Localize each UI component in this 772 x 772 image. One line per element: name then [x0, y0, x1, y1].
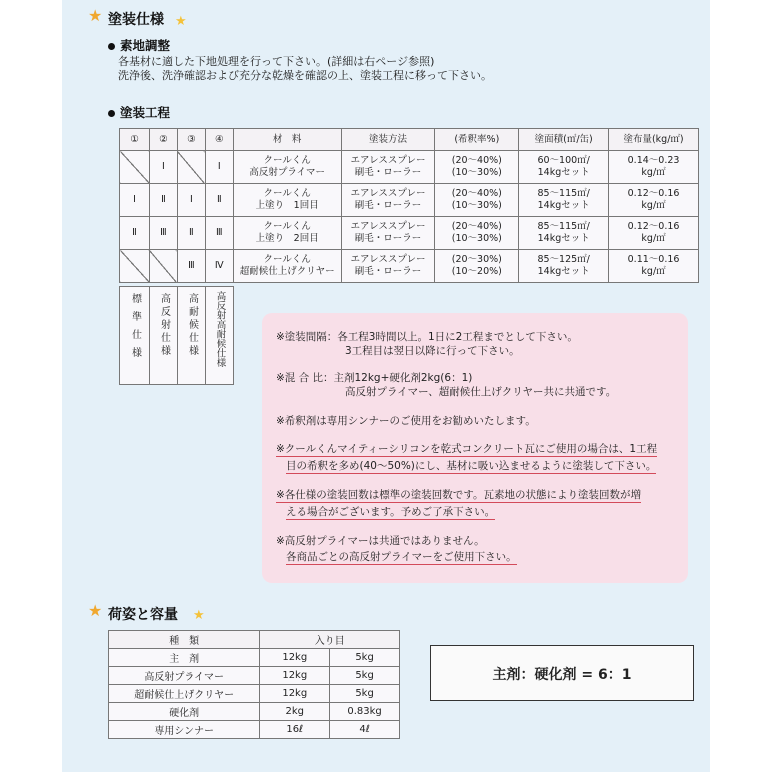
product-name: 硬化剤 [109, 703, 260, 721]
step-cell: Ⅰ [120, 184, 150, 217]
col-header: 入り目 [260, 631, 400, 649]
table-row [120, 250, 699, 283]
step-cell: Ⅱ [177, 217, 205, 250]
product-name: 専用シンナー [109, 721, 260, 739]
col-header: 種 類 [109, 631, 260, 649]
quantity-cell: 16ℓ [260, 721, 330, 739]
empty-cell [149, 250, 177, 283]
quantity-cell: 4ℓ [330, 721, 400, 739]
col-header: 材 料 [233, 129, 341, 151]
table-row [109, 649, 400, 667]
substrate-line-1: 各基材に適した下地処理を行って下さい。(詳細は右ページ参照) [118, 55, 435, 68]
note-interval-2: 3工程目は翌日以降に行って下さい。 [345, 345, 520, 357]
note-tile-1: ※クールくんマイティーシリコンを乾式コンクリート瓦にご使用の場合は、1工程 [276, 443, 658, 455]
star-icon: ★ [193, 608, 205, 623]
spec-name-reflective-weather: 高反射高耐候仕様 [205, 286, 234, 385]
step-cell: Ⅱ [205, 184, 233, 217]
note-count-1: ※各仕様の塗装回数は標準の塗装回数です。瓦素地の状態により塗装回数が増 [276, 489, 641, 501]
material-cell: クールくん 上塗り 1回目 [233, 184, 341, 217]
note-primer-2: 各商品ごとの高反射プライマーをご使用下さい。 [286, 551, 517, 563]
bullet-icon [108, 43, 115, 50]
step-cell: Ⅲ [177, 250, 205, 283]
product-name: 主 剤 [109, 649, 260, 667]
area-cell: 85〜115㎡/ 14kgセット [519, 217, 609, 250]
notes-box [262, 313, 688, 583]
table-row [109, 685, 400, 703]
step-cell: Ⅲ [205, 217, 233, 250]
empty-cell [120, 151, 150, 184]
amount-cell: 0.11〜0.16 kg/㎡ [609, 250, 699, 283]
spec-name-weather: 高耐候仕様 [177, 286, 206, 385]
col-header: (希釈率%) [435, 129, 519, 151]
method-cell: エアレススプレー 刷毛・ローラー [341, 250, 435, 283]
note-thinner: ※希釈剤は専用シンナーのご使用をお勧めいたします。 [276, 415, 536, 427]
section-title-package: 荷姿と容量 [108, 607, 178, 623]
area-cell: 60〜100㎡/ 14kgセット [519, 151, 609, 184]
step-cell: Ⅱ [120, 217, 150, 250]
spec-name-standard: 標準仕様 [119, 286, 150, 385]
col-header: ③ [177, 129, 205, 151]
dilution-cell: (20〜40%) (10〜30%) [435, 184, 519, 217]
col-header: 塗面積(㎡/缶) [519, 129, 609, 151]
table-row [120, 151, 699, 184]
amount-cell: 0.14〜0.23 kg/㎡ [609, 151, 699, 184]
product-name: 高反射プライマー [109, 667, 260, 685]
mixing-ratio-box [430, 645, 694, 701]
material-cell: クールくん 高反射プライマー [233, 151, 341, 184]
quantity-cell: 12kg [260, 649, 330, 667]
note-interval-1: ※塗装間隔：各工程3時間以上。1日に2工程までとして下さい。 [276, 331, 578, 343]
spec-name-reflective: 高反射仕様 [149, 286, 178, 385]
step-cell: Ⅰ [205, 151, 233, 184]
substrate-line-2: 洗浄後、洗浄確認および充分な乾燥を確認の上、塗装工程に移って下さい。 [118, 69, 492, 82]
col-header: ① [120, 129, 150, 151]
quantity-cell: 0.83kg [330, 703, 400, 721]
table-row [109, 667, 400, 685]
package-table [108, 630, 400, 739]
table-row [109, 721, 400, 739]
step-cell: Ⅱ [149, 184, 177, 217]
note-mixing-2: 高反射プライマー、超耐候仕上げクリヤー共に共通です。 [345, 386, 617, 398]
star-icon: ★ [88, 601, 103, 620]
bullet-icon [108, 110, 115, 117]
subheading-process: 塗装工程 [108, 103, 170, 121]
mixing-ratio-text: 主剤：硬化剤 = 6：1 [492, 667, 632, 683]
process-table [119, 128, 699, 283]
empty-cell [177, 151, 205, 184]
amount-cell: 0.12〜0.16 kg/㎡ [609, 217, 699, 250]
product-name: 超耐候仕上げクリヤー [109, 685, 260, 703]
table-row [120, 217, 699, 250]
brochure-page [62, 0, 710, 772]
quantity-cell: 12kg [260, 667, 330, 685]
dilution-cell: (20〜40%) (10〜30%) [435, 217, 519, 250]
quantity-cell: 12kg [260, 685, 330, 703]
quantity-cell: 5kg [330, 667, 400, 685]
note-count-2: える場合がございます。予めご了承下さい。 [286, 506, 496, 518]
section-title-spec: 塗装仕様 [108, 12, 164, 28]
step-cell: Ⅰ [149, 151, 177, 184]
note-tile-2: 目の希釈を多め(40〜50%)にし、基材に吸い込ませるように塗装して下さい。 [286, 460, 657, 472]
table-row [109, 703, 400, 721]
col-header: ② [149, 129, 177, 151]
quantity-cell: 5kg [330, 685, 400, 703]
step-cell: Ⅲ [149, 217, 177, 250]
col-header: ④ [205, 129, 233, 151]
note-primer-1: ※高反射プライマーは共通ではありません。 [276, 535, 485, 547]
area-cell: 85〜115㎡/ 14kgセット [519, 184, 609, 217]
material-cell: クールくん 上塗り 2回目 [233, 217, 341, 250]
table-header-row [120, 129, 699, 151]
quantity-cell: 5kg [330, 649, 400, 667]
method-cell: エアレススプレー 刷毛・ローラー [341, 151, 435, 184]
step-cell: Ⅰ [177, 184, 205, 217]
table-row [120, 184, 699, 217]
star-icon: ★ [175, 14, 187, 29]
col-header: 塗布量(kg/㎡) [609, 129, 699, 151]
material-cell: クールくん 超耐候仕上げクリヤー [233, 250, 341, 283]
area-cell: 85〜125㎡/ 14kgセット [519, 250, 609, 283]
note-mixing-1: ※混 合 比：主剤12kg+硬化剤2kg(6：1) [276, 372, 473, 384]
amount-cell: 0.12〜0.16 kg/㎡ [609, 184, 699, 217]
star-icon: ★ [88, 6, 103, 25]
quantity-cell: 2kg [260, 703, 330, 721]
dilution-cell: (20〜40%) (10〜30%) [435, 151, 519, 184]
table-header-row [109, 631, 400, 649]
dilution-cell: (20〜30%) (10〜20%) [435, 250, 519, 283]
empty-cell [120, 250, 150, 283]
col-header: 塗装方法 [341, 129, 435, 151]
step-cell: Ⅳ [205, 250, 233, 283]
method-cell: エアレススプレー 刷毛・ローラー [341, 184, 435, 217]
subheading-substrate: 素地調整 [108, 36, 170, 54]
method-cell: エアレススプレー 刷毛・ローラー [341, 217, 435, 250]
